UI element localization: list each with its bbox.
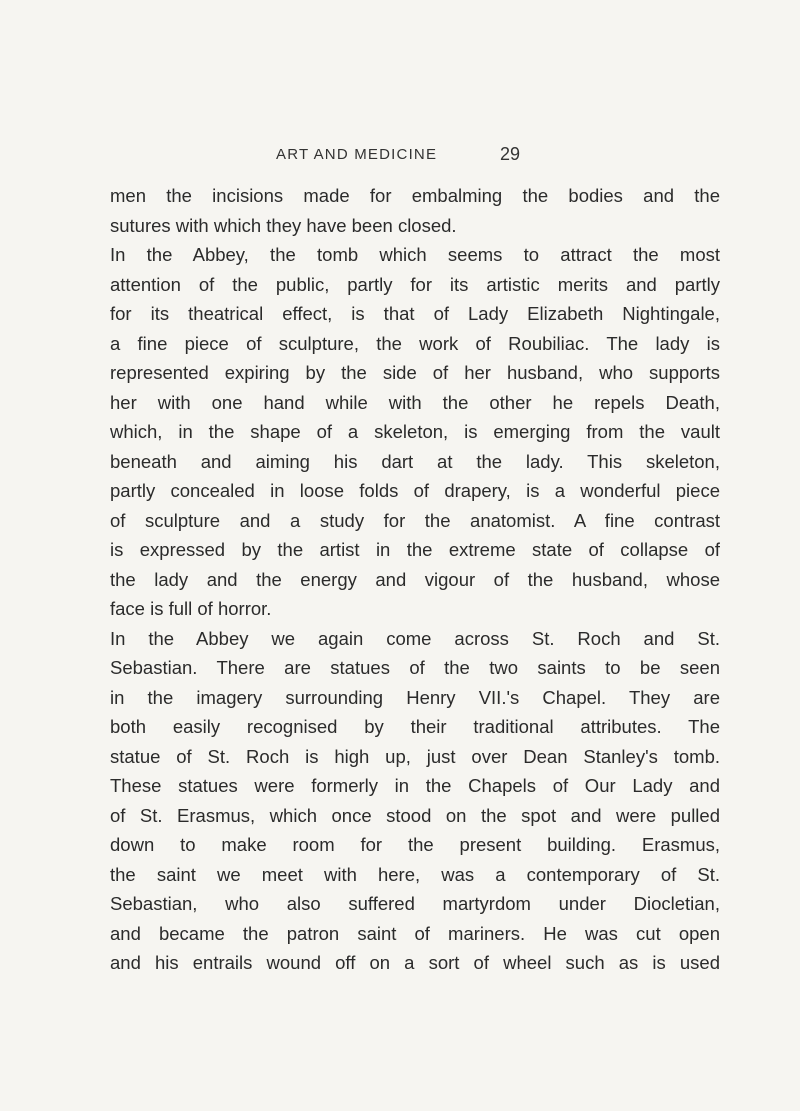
text-line: in the imagery surrounding Henry VII.'s Chapel. They are <box>110 686 720 708</box>
text-line: Sebastian. There are statues of the two saints to be seen <box>110 657 720 678</box>
text-line: Sebastian, who also suffered martyrdom under Diocletian, <box>110 893 720 914</box>
text-line: beneath and aiming his dart at the lady. This skeleton, <box>110 450 720 472</box>
text-line: partly concealed in loose folds of drapery, is a wonderful piece <box>110 480 720 501</box>
text-line: her with one hand while with the other he repels Death, <box>110 391 720 413</box>
text-line: down to make room for the present building. Erasmus, <box>110 834 720 855</box>
text-line: which, in the shape of a skeleton, is emerging from the vault <box>110 421 720 442</box>
text-line: and his entrails wound off on a sort of wheel such as is used <box>110 952 720 973</box>
text-line: of St. Erasmus, which once stood on the spot and were pulled <box>110 804 720 826</box>
running-head <box>0 146 800 170</box>
text-line: In the Abbey, the tomb which seems to attract the most <box>110 244 720 265</box>
text-line: face is full of horror. <box>110 598 272 619</box>
text-line: a fine piece of sculpture, the work of Roubiliac. The lady is <box>110 332 720 354</box>
text-line: These statues were formerly in the Chapels of Our Lady and <box>110 775 720 796</box>
text-line: men the incisions made for embalming the bodies and the <box>110 185 720 206</box>
text-line: is expressed by the artist in the extreme state of collapse of <box>110 539 720 560</box>
text-line: represented expiring by the side of her husband, who supports <box>110 362 720 383</box>
text-line: attention of the public, partly for its artistic merits and partly <box>110 273 720 295</box>
text-line: sutures with which they have been closed. <box>110 214 457 236</box>
text-line: statue of St. Roch is high up, just over Dean Stanley's tomb. <box>110 745 720 767</box>
text-line: the lady and the energy and vigour of the husband, whose <box>110 568 720 590</box>
text-line: both easily recognised by their traditional attributes. The <box>110 716 720 737</box>
body-text <box>110 181 720 978</box>
text-line: of sculpture and a study for the anatomist. A fine contrast <box>110 509 720 531</box>
text-line: and became the patron saint of mariners. He was cut open <box>110 922 720 944</box>
running-title: ART AND MEDICINE <box>276 146 438 163</box>
page-number: 29 <box>500 144 521 164</box>
text-line: the saint we meet with here, was a contemporary of St. <box>110 863 720 885</box>
text-line: In the Abbey we again come across St. Roch and St. <box>110 627 720 649</box>
text-line: for its theatrical effect, is that of Lady Elizabeth Nightingale, <box>110 303 720 324</box>
